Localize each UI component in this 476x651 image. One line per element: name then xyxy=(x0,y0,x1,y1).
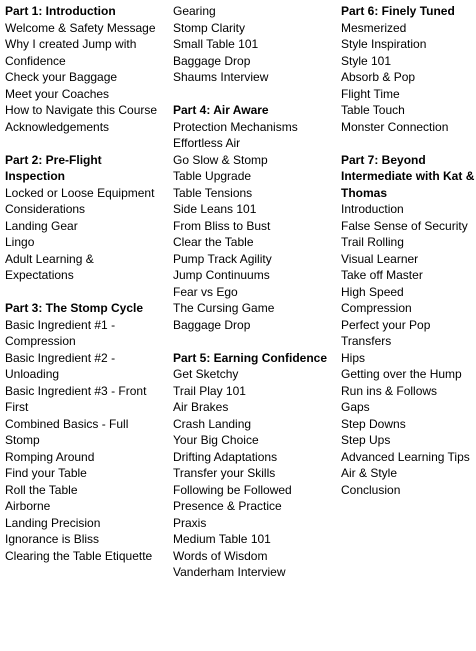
lesson-item: Baggage Drop xyxy=(173,317,251,332)
lesson-item: Adult Learning & Expectations xyxy=(5,251,94,282)
lesson-item: Air & Style xyxy=(341,466,398,480)
lesson-item: Crash Landing xyxy=(173,416,252,431)
lesson-item: Find your Table xyxy=(5,466,87,480)
lesson-list xyxy=(173,366,335,581)
lesson-item: Welcome & Safety Message xyxy=(5,20,156,35)
column-2 xyxy=(173,3,335,581)
lesson-item: Effortless Air xyxy=(173,136,241,150)
section-title: Part 6: Finely Tuned xyxy=(341,4,455,18)
lesson-item: How to Navigate this Course xyxy=(5,103,158,117)
lesson-item: Vanderham Interview xyxy=(173,565,286,579)
lesson-item: Meet your Coaches xyxy=(5,86,110,101)
lesson-item: Medium Table 101 xyxy=(173,532,271,546)
lesson-item: Baggage Drop xyxy=(173,53,251,68)
lesson-list xyxy=(5,317,165,565)
lesson-item: Table Upgrade xyxy=(173,169,252,183)
lesson-list xyxy=(5,185,165,284)
lesson-item: Clearing the Table Etiquette xyxy=(5,548,153,563)
course-section xyxy=(5,300,165,564)
lesson-item: Style Inspiration xyxy=(341,37,427,51)
lesson-item: Basic Ingredient #2 - Unloading xyxy=(5,350,116,381)
lesson-item: Following be Followed xyxy=(173,482,292,497)
lesson-item: Get Sketchy xyxy=(173,367,239,381)
lesson-item: Transfers xyxy=(341,334,392,348)
lesson-item: Gearing xyxy=(173,4,216,18)
lesson-item: Acknowledgements xyxy=(5,119,110,134)
lesson-list xyxy=(5,20,165,136)
lesson-item: Take off Master xyxy=(341,268,423,282)
lesson-list xyxy=(341,201,476,498)
lesson-item: Small Table 101 xyxy=(173,37,259,51)
lesson-item: Lingo xyxy=(5,235,35,249)
lesson-item: Go Slow & Stomp xyxy=(173,152,268,167)
column-3 xyxy=(341,3,476,498)
lesson-item: Perfect your Pop xyxy=(341,317,431,332)
lesson-item: Protection Mechanisms xyxy=(173,119,298,134)
lesson-list xyxy=(173,3,335,86)
lesson-item: Advanced Learning Tips xyxy=(341,449,470,464)
lesson-item: Ignorance is Bliss xyxy=(5,532,100,546)
course-section xyxy=(173,3,335,86)
lesson-item: Conclusion xyxy=(341,482,401,497)
course-section xyxy=(341,3,476,135)
lesson-item: False Sense of Security xyxy=(341,218,468,233)
lesson-item: Side Leans 101 xyxy=(173,202,257,216)
lesson-item: Step Downs xyxy=(341,416,406,431)
lesson-item: Basic Ingredient #3 - Front First xyxy=(5,383,147,414)
lesson-item: Shaums Interview xyxy=(173,70,269,84)
lesson-item: Why I created Jump with Confidence xyxy=(5,37,137,68)
lesson-item: Combined Basics - Full Stomp xyxy=(5,416,129,447)
lesson-item: Basic Ingredient #1 - Compression xyxy=(5,317,116,348)
lesson-item: Clear the Table xyxy=(173,235,254,249)
lesson-list xyxy=(341,20,476,136)
lesson-list xyxy=(173,119,335,334)
lesson-item: Mesmerized xyxy=(341,20,407,35)
lesson-item: Airborne xyxy=(5,499,51,513)
lesson-item: Gaps xyxy=(341,400,370,414)
lesson-item: Run ins & Follows xyxy=(341,383,438,398)
lesson-item: Visual Learner xyxy=(341,251,419,266)
lesson-item: Roll the Table xyxy=(5,482,78,497)
course-section xyxy=(5,152,165,284)
lesson-item: The Cursing Game xyxy=(173,301,275,315)
lesson-item: Stomp Clarity xyxy=(173,20,246,35)
lesson-item: Getting over the Hump xyxy=(341,367,462,381)
lesson-item: Presence & Practice xyxy=(173,499,282,513)
section-title: Part 7: Beyond Intermediate with Kat & Thomas xyxy=(341,152,475,200)
lesson-item: Style 101 xyxy=(341,53,392,68)
course-section xyxy=(173,350,335,581)
section-title: Part 1: Introduction xyxy=(5,4,116,18)
lesson-item: Landing Gear xyxy=(5,218,78,233)
lesson-item: Romping Around xyxy=(5,449,95,464)
lesson-item: Absorb & Pop xyxy=(341,70,416,84)
section-title: Part 4: Air Aware xyxy=(173,103,269,117)
lesson-item: Hips xyxy=(341,350,366,365)
lesson-item: Drifting Adaptations xyxy=(173,449,278,464)
section-title: Part 2: Pre-Flight Inspection xyxy=(5,152,102,183)
lesson-item: Pump Track Agility xyxy=(173,251,272,266)
lesson-item: Fear vs Ego xyxy=(173,284,238,299)
lesson-item: Landing Precision xyxy=(5,515,101,530)
lesson-item: Table Touch xyxy=(341,103,405,117)
lesson-item: Table Tensions xyxy=(173,185,253,200)
section-title: Part 5: Earning Confidence xyxy=(173,350,328,365)
section-title: Part 3: The Stomp Cycle xyxy=(5,301,144,315)
lesson-item: High Speed Compression xyxy=(341,284,412,315)
course-section xyxy=(341,152,476,499)
lesson-item: Monster Connection xyxy=(341,119,449,134)
lesson-item: Air Brakes xyxy=(173,400,229,414)
course-section xyxy=(173,102,335,333)
lesson-item: Trail Rolling xyxy=(341,235,404,249)
lesson-item: Flight Time xyxy=(341,86,400,101)
lesson-item: Transfer your Skills xyxy=(173,466,276,480)
lesson-item: Trail Play 101 xyxy=(173,383,246,398)
lesson-item: Check your Baggage xyxy=(5,70,118,84)
course-section xyxy=(5,3,165,135)
lesson-item: Words of Wisdom xyxy=(173,548,268,563)
lesson-item: Locked or Loose Equipment Considerations xyxy=(5,185,155,216)
column-1 xyxy=(5,3,165,564)
lesson-item: Your Big Choice xyxy=(173,433,259,447)
lesson-item: Step Ups xyxy=(341,433,391,447)
lesson-item: Praxis xyxy=(173,515,207,530)
lesson-item: Jump Continuums xyxy=(173,268,270,282)
lesson-item: From Bliss to Bust xyxy=(173,218,271,233)
lesson-item: Introduction xyxy=(341,202,404,216)
